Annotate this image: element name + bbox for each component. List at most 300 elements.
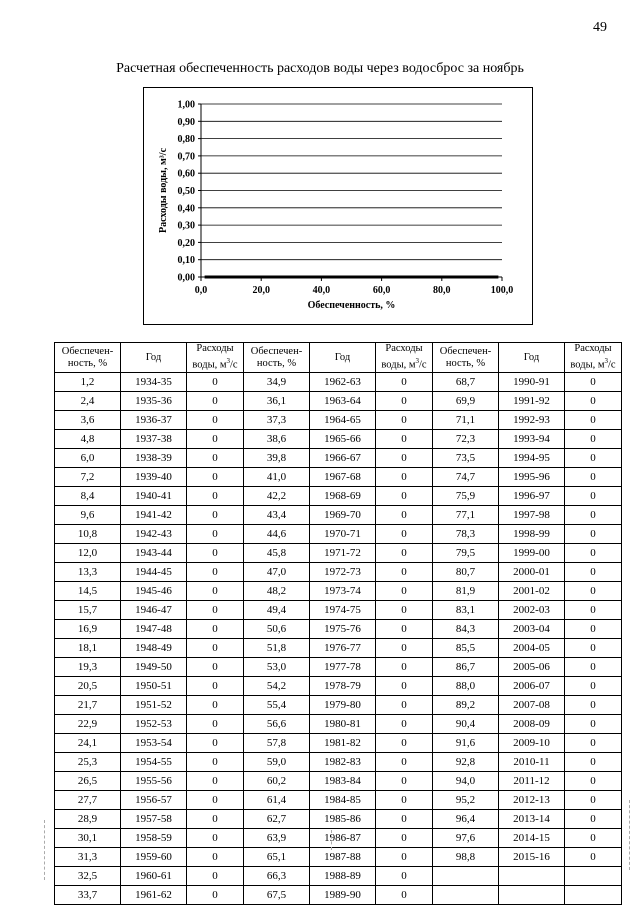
table-cell: 0 [376, 430, 433, 449]
table-cell: 1960-61 [121, 867, 187, 886]
table-header-cell [55, 343, 121, 373]
table-cell: 0 [376, 620, 433, 639]
table-cell: 2002-03 [499, 601, 565, 620]
table-cell: 1938-39 [121, 449, 187, 468]
header-line-1: Обеспечен- [250, 345, 303, 357]
table-cell: 9,6 [55, 506, 121, 525]
table-cell: 1969-70 [310, 506, 376, 525]
table-cell: 37,3 [244, 411, 310, 430]
table-cell: 1934-35 [121, 373, 187, 392]
table-cell: 0 [565, 791, 622, 810]
table-row [55, 563, 622, 582]
table-cell: 0 [187, 677, 244, 696]
table-cell: 84,3 [433, 620, 499, 639]
scan-artifact [44, 820, 45, 880]
table-cell: 66,3 [244, 867, 310, 886]
table-cell: 1948-49 [121, 639, 187, 658]
table-cell: 0 [376, 525, 433, 544]
table-cell: 1984-85 [310, 791, 376, 810]
header-line-2: ность, % [67, 357, 108, 369]
table-cell [499, 867, 565, 886]
table-cell: 1946-47 [121, 601, 187, 620]
table-cell: 92,8 [433, 753, 499, 772]
table-cell: 21,7 [55, 696, 121, 715]
table-row [55, 506, 622, 525]
table-cell: 1995-96 [499, 468, 565, 487]
table-cell: 1957-58 [121, 810, 187, 829]
table-cell: 0 [376, 373, 433, 392]
table-cell: 1972-73 [310, 563, 376, 582]
table-cell: 0 [376, 639, 433, 658]
table-row [55, 487, 622, 506]
table-cell: 1939-40 [121, 468, 187, 487]
table-cell: 48,2 [244, 582, 310, 601]
table-header-cell [187, 343, 244, 373]
table-header-cell [121, 343, 187, 373]
table-cell: 0 [187, 373, 244, 392]
table-cell: 0 [187, 506, 244, 525]
chart-area [143, 87, 533, 325]
table-cell: 2000-01 [499, 563, 565, 582]
table-row [55, 791, 622, 810]
table-row [55, 601, 622, 620]
table-cell: 0 [187, 582, 244, 601]
table-cell: 0 [187, 734, 244, 753]
table-row [55, 696, 622, 715]
header-line-1: Расходы [196, 343, 234, 355]
table-cell: 1952-53 [121, 715, 187, 734]
table-cell: 1996-97 [499, 487, 565, 506]
table-cell: 1977-78 [310, 658, 376, 677]
table-cell [499, 886, 565, 905]
table-cell: 1968-69 [310, 487, 376, 506]
table-cell: 0 [187, 658, 244, 677]
table-cell: 0 [376, 772, 433, 791]
header-line-2: ность, % [256, 357, 297, 369]
table-cell: 57,8 [244, 734, 310, 753]
header-line-2-suffix: /с [230, 359, 238, 371]
x-tick-label: 100,0 [490, 285, 514, 296]
table-cell: 1986-87 [310, 829, 376, 848]
table-cell: 1976-77 [310, 639, 376, 658]
x-tick-label: 80,0 [433, 285, 451, 296]
table-cell: 0 [376, 468, 433, 487]
table-cell: 0 [187, 848, 244, 867]
table-cell: 74,7 [433, 468, 499, 487]
table-cell: 65,1 [244, 848, 310, 867]
table-row [55, 677, 622, 696]
table-cell: 1998-99 [499, 525, 565, 544]
table-cell: 0 [565, 373, 622, 392]
table-cell: 0 [565, 677, 622, 696]
table-cell: 1962-63 [310, 373, 376, 392]
table-cell: 0 [376, 715, 433, 734]
table-row [55, 430, 622, 449]
table-cell: 0 [187, 525, 244, 544]
table-cell: 0 [565, 829, 622, 848]
table-cell: 0 [187, 449, 244, 468]
table-cell: 0 [565, 449, 622, 468]
table-cell: 51,8 [244, 639, 310, 658]
header-line-1: Год [523, 351, 540, 363]
table-cell: 0 [376, 791, 433, 810]
header-line-1: Расходы [385, 343, 423, 355]
table-cell: 1994-95 [499, 449, 565, 468]
table-cell: 0 [376, 696, 433, 715]
y-tick-label: 0,30 [177, 220, 195, 232]
table-cell: 0 [565, 715, 622, 734]
table-cell: 13,3 [55, 563, 121, 582]
table-cell: 1999-00 [499, 544, 565, 563]
table-row [55, 753, 622, 772]
y-tick-label: 0,40 [177, 203, 195, 215]
table-cell: 83,1 [433, 601, 499, 620]
table-cell: 1985-86 [310, 810, 376, 829]
table-cell: 8,4 [55, 487, 121, 506]
table-cell: 0 [565, 506, 622, 525]
table-cell: 6,0 [55, 449, 121, 468]
table-cell: 44,6 [244, 525, 310, 544]
header-line-2: ность, % [445, 357, 486, 369]
table-cell: 4,8 [55, 430, 121, 449]
table-cell: 86,7 [433, 658, 499, 677]
table-row [55, 772, 622, 791]
table-cell: 1961-62 [121, 886, 187, 905]
table-cell: 1978-79 [310, 677, 376, 696]
table-row [55, 449, 622, 468]
table-cell: 0 [376, 886, 433, 905]
table-cell: 3,6 [55, 411, 121, 430]
table-cell: 2003-04 [499, 620, 565, 639]
table-cell: 1988-89 [310, 867, 376, 886]
table-cell: 1958-59 [121, 829, 187, 848]
table-cell [565, 886, 622, 905]
table-cell: 0 [565, 658, 622, 677]
table-cell: 1974-75 [310, 601, 376, 620]
table-cell: 1993-94 [499, 430, 565, 449]
table-cell: 28,9 [55, 810, 121, 829]
table-cell: 1982-83 [310, 753, 376, 772]
table-cell: 1987-88 [310, 848, 376, 867]
table-cell: 79,5 [433, 544, 499, 563]
data-table [54, 342, 622, 905]
table-cell: 0 [376, 658, 433, 677]
table-cell: 1983-84 [310, 772, 376, 791]
table-cell: 1942-43 [121, 525, 187, 544]
table-cell: 0 [187, 411, 244, 430]
table-cell: 0 [376, 411, 433, 430]
table-cell: 22,9 [55, 715, 121, 734]
table-cell: 1935-36 [121, 392, 187, 411]
table-cell: 1951-52 [121, 696, 187, 715]
table-cell: 0 [187, 886, 244, 905]
table-cell: 0 [565, 468, 622, 487]
y-tick-label: 0,10 [177, 255, 195, 267]
table-cell: 1944-45 [121, 563, 187, 582]
table-cell: 39,8 [244, 449, 310, 468]
header-line-1: Расходы [574, 343, 612, 355]
scan-artifact [629, 800, 630, 870]
table-cell: 72,3 [433, 430, 499, 449]
table-row [55, 810, 622, 829]
table-cell: 90,4 [433, 715, 499, 734]
table-cell: 67,5 [244, 886, 310, 905]
table-cell: 0 [565, 734, 622, 753]
table-cell: 15,7 [55, 601, 121, 620]
table-cell: 62,7 [244, 810, 310, 829]
table-cell: 2007-08 [499, 696, 565, 715]
y-tick-label: 0,80 [177, 134, 195, 146]
table-cell: 16,9 [55, 620, 121, 639]
table-cell: 0 [187, 620, 244, 639]
table-cell: 0 [376, 848, 433, 867]
table-cell: 7,2 [55, 468, 121, 487]
table-cell: 0 [187, 772, 244, 791]
table-cell: 0 [187, 544, 244, 563]
table-cell: 63,9 [244, 829, 310, 848]
table-row [55, 848, 622, 867]
x-tick-label: 40,0 [312, 285, 331, 296]
table-cell: 1990-91 [499, 373, 565, 392]
table-row [55, 620, 622, 639]
table-cell: 61,4 [244, 791, 310, 810]
table-row [55, 582, 622, 601]
table-cell: 0 [376, 392, 433, 411]
table-cell: 0 [187, 563, 244, 582]
table-cell [433, 886, 499, 905]
table-cell: 96,4 [433, 810, 499, 829]
table-cell: 98,8 [433, 848, 499, 867]
table-cell: 32,5 [55, 867, 121, 886]
table-cell: 89,2 [433, 696, 499, 715]
x-tick-label: 20,0 [252, 285, 270, 296]
table-row [55, 639, 622, 658]
table-cell: 38,6 [244, 430, 310, 449]
table-cell: 69,9 [433, 392, 499, 411]
table-cell: 1954-55 [121, 753, 187, 772]
table-cell: 59,0 [244, 753, 310, 772]
table-cell: 2010-11 [499, 753, 565, 772]
y-tick-label: 0,50 [177, 186, 195, 197]
table-cell: 34,9 [244, 373, 310, 392]
table-cell: 2,4 [55, 392, 121, 411]
table-cell: 1970-71 [310, 525, 376, 544]
x-axis-label: Обеспеченность, % [307, 300, 396, 311]
table-header-cell [499, 343, 565, 373]
table-cell: 24,1 [55, 734, 121, 753]
table-header-row [55, 343, 622, 373]
table-cell: 55,4 [244, 696, 310, 715]
table-cell: 1964-65 [310, 411, 376, 430]
table-cell: 26,5 [55, 772, 121, 791]
header-line-2: воды, м [381, 359, 416, 371]
table-row [55, 544, 622, 563]
table-cell: 94,0 [433, 772, 499, 791]
table-cell: 43,4 [244, 506, 310, 525]
table-cell: 1979-80 [310, 696, 376, 715]
table-cell: 1980-81 [310, 715, 376, 734]
table-cell: 0 [565, 563, 622, 582]
table-cell: 0 [565, 753, 622, 772]
table-cell: 0 [187, 487, 244, 506]
y-tick-label: 0,70 [177, 151, 195, 163]
table-cell: 0 [376, 487, 433, 506]
table-cell: 53,0 [244, 658, 310, 677]
table-cell: 1963-64 [310, 392, 376, 411]
table-cell: 0 [565, 601, 622, 620]
page-number: 49 [593, 20, 607, 35]
table-cell: 1940-41 [121, 487, 187, 506]
table-cell: 2008-09 [499, 715, 565, 734]
table-cell: 33,7 [55, 886, 121, 905]
header-line-1: Обеспечен- [439, 345, 492, 357]
table-row [55, 829, 622, 848]
table-cell: 0 [565, 772, 622, 791]
table-cell: 1991-92 [499, 392, 565, 411]
table-cell: 1941-42 [121, 506, 187, 525]
table-cell: 0 [187, 791, 244, 810]
table-cell: 45,8 [244, 544, 310, 563]
table-cell: 1965-66 [310, 430, 376, 449]
table-cell: 25,3 [55, 753, 121, 772]
table-header-cell [565, 343, 622, 373]
table-cell: 0 [376, 582, 433, 601]
header-line-1: Год [145, 351, 162, 363]
table-cell: 56,6 [244, 715, 310, 734]
table-cell: 1955-56 [121, 772, 187, 791]
table-cell: 60,2 [244, 772, 310, 791]
table-cell [433, 867, 499, 886]
table-cell: 0 [376, 734, 433, 753]
table-cell: 1950-51 [121, 677, 187, 696]
table-cell [565, 867, 622, 886]
chart-title: Расчетная обеспеченность расходов воды через водосброс за ноябрь [116, 61, 524, 76]
table-cell: 36,1 [244, 392, 310, 411]
header-line-2-suffix: /с [608, 359, 616, 371]
table-body [55, 373, 622, 905]
table-cell: 73,5 [433, 449, 499, 468]
table-cell: 81,9 [433, 582, 499, 601]
table-cell: 78,3 [433, 525, 499, 544]
table-cell: 54,2 [244, 677, 310, 696]
x-tick-label: 0,0 [194, 285, 208, 296]
header-line-2: воды, м [570, 359, 605, 371]
table-cell: 0 [187, 810, 244, 829]
table-cell: 19,3 [55, 658, 121, 677]
table-cell: 0 [565, 487, 622, 506]
table-cell: 41,0 [244, 468, 310, 487]
table-cell: 2011-12 [499, 772, 565, 791]
table-cell: 1959-60 [121, 848, 187, 867]
table-cell: 0 [565, 696, 622, 715]
table-row [55, 411, 622, 430]
table-cell: 0 [187, 430, 244, 449]
table-cell: 0 [187, 829, 244, 848]
table-cell: 2006-07 [499, 677, 565, 696]
table-cell: 0 [565, 411, 622, 430]
table-cell: 85,5 [433, 639, 499, 658]
table-cell: 1947-48 [121, 620, 187, 639]
table-cell: 88,0 [433, 677, 499, 696]
table-cell: 0 [187, 639, 244, 658]
chart-svg [144, 88, 532, 324]
header-superscript: 3 [415, 357, 420, 366]
table-row [55, 373, 622, 392]
table-cell: 77,1 [433, 506, 499, 525]
table-cell: 20,5 [55, 677, 121, 696]
table-cell: 0 [187, 715, 244, 734]
table-cell: 1973-74 [310, 582, 376, 601]
table-cell: 47,0 [244, 563, 310, 582]
table-cell: 0 [565, 544, 622, 563]
header-line-2-suffix: /с [419, 359, 427, 371]
table-cell: 2009-10 [499, 734, 565, 753]
table-cell: 2001-02 [499, 582, 565, 601]
table-cell: 0 [565, 639, 622, 658]
table-cell: 0 [376, 867, 433, 886]
table-cell: 1956-57 [121, 791, 187, 810]
table-cell: 0 [187, 753, 244, 772]
header-line-2: воды, м [192, 359, 227, 371]
table-cell: 1967-68 [310, 468, 376, 487]
x-tick-label: 60,0 [372, 285, 391, 296]
table-row [55, 525, 622, 544]
table-cell: 2004-05 [499, 639, 565, 658]
y-tick-label: 0,90 [177, 116, 195, 128]
table-cell: 0 [565, 620, 622, 639]
table-row [55, 886, 622, 905]
table-cell: 75,9 [433, 487, 499, 506]
y-tick-label: 0,60 [177, 168, 195, 180]
y-tick-label: 1,00 [177, 99, 195, 111]
table-cell: 0 [187, 601, 244, 620]
table-cell: 0 [565, 582, 622, 601]
table-cell: 0 [376, 506, 433, 525]
scan-artifact [331, 830, 332, 850]
table-cell: 1953-54 [121, 734, 187, 753]
table-cell: 1992-93 [499, 411, 565, 430]
table-cell: 2014-15 [499, 829, 565, 848]
table-cell: 14,5 [55, 582, 121, 601]
table-cell: 0 [565, 430, 622, 449]
header-line-1: Год [334, 351, 351, 363]
table-header-cell [376, 343, 433, 373]
table-row [55, 734, 622, 753]
header-line-1: Обеспечен- [61, 345, 114, 357]
table-cell: 1,2 [55, 373, 121, 392]
table-cell: 68,7 [433, 373, 499, 392]
table-cell: 0 [376, 677, 433, 696]
table-cell: 1936-37 [121, 411, 187, 430]
table-cell: 2012-13 [499, 791, 565, 810]
table-cell: 2015-16 [499, 848, 565, 867]
table-cell: 50,6 [244, 620, 310, 639]
table-cell: 2013-14 [499, 810, 565, 829]
table-cell: 42,2 [244, 487, 310, 506]
table-cell: 12,0 [55, 544, 121, 563]
table-cell: 27,7 [55, 791, 121, 810]
table-cell: 95,2 [433, 791, 499, 810]
table-cell: 1975-76 [310, 620, 376, 639]
table-cell: 0 [187, 468, 244, 487]
table-row [55, 658, 622, 677]
table-cell: 0 [376, 753, 433, 772]
table-header-cell [244, 343, 310, 373]
table-cell: 1971-72 [310, 544, 376, 563]
table-cell: 0 [565, 525, 622, 544]
table-cell: 0 [376, 601, 433, 620]
table-cell: 1997-98 [499, 506, 565, 525]
